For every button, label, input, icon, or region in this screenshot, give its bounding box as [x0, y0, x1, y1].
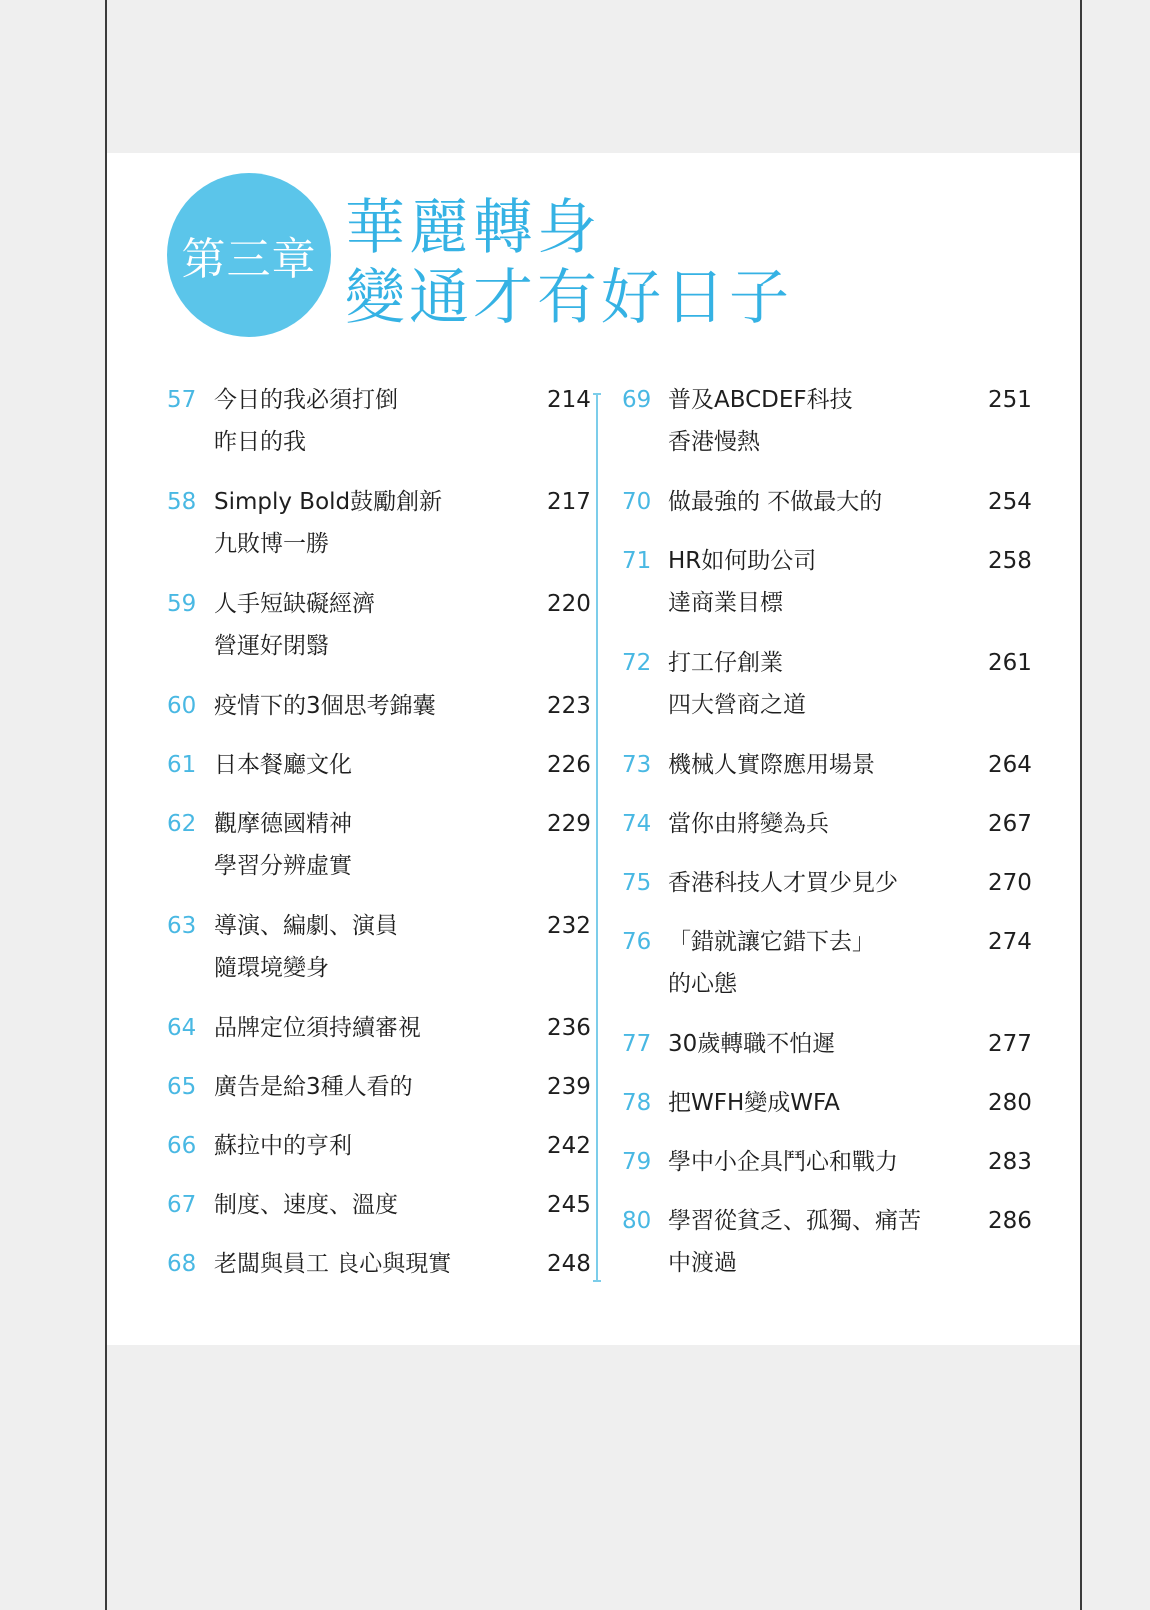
- entry-page-number: 251: [988, 387, 1032, 413]
- entry-title-line1: 蘇拉中的亨利: [214, 1133, 352, 1159]
- entry-title: [668, 379, 853, 463]
- entry-number: 63: [167, 913, 197, 939]
- toc-entry[interactable]: [622, 744, 1085, 803]
- entry-title-line1: 當你由將變為兵: [668, 811, 829, 837]
- entry-title: [214, 1066, 413, 1108]
- entry-title-line1: 機械人實際應用場景: [668, 752, 875, 778]
- entry-title: [214, 481, 442, 565]
- entry-title: [668, 1200, 921, 1284]
- entry-title-line1: 30歲轉職不怕遲: [668, 1031, 836, 1057]
- entry-title-line1: Simply Bold鼓勵創新: [214, 489, 443, 515]
- entry-title: [214, 685, 436, 727]
- entry-page-number: 258: [988, 548, 1032, 574]
- entry-title-line1: 「錯就讓它錯下去」: [668, 929, 875, 955]
- toc-entry[interactable]: [622, 1141, 1085, 1200]
- entry-page-number: 232: [547, 913, 591, 939]
- entry-title-line1: 做最強的 不做最大的: [668, 489, 883, 515]
- entry-number: 66: [167, 1133, 197, 1159]
- toc-entry[interactable]: [622, 862, 1085, 921]
- entry-title-line1: 香港科技人才買少見少: [668, 870, 898, 896]
- entry-title: [668, 1082, 840, 1124]
- entry-number: 77: [622, 1031, 652, 1057]
- entry-title: [668, 1023, 835, 1065]
- entry-page-number: 277: [988, 1031, 1032, 1057]
- toc-entry[interactable]: [167, 803, 627, 905]
- toc-entry[interactable]: [622, 481, 1085, 540]
- entry-title: [214, 803, 352, 887]
- entry-title-line2: 達商業目標: [668, 590, 783, 616]
- toc-entry[interactable]: [167, 685, 627, 744]
- entry-title: [668, 642, 806, 726]
- entry-page-number: 242: [547, 1133, 591, 1159]
- entry-title-line1: 學習從貧乏、孤獨、痛苦: [668, 1208, 921, 1234]
- entry-page-number: 248: [547, 1251, 591, 1277]
- entry-title-line2: 學習分辨虛實: [214, 853, 352, 879]
- entry-title-line1: 人手短缺礙經濟: [214, 591, 375, 617]
- entry-page-number: 220: [547, 591, 591, 617]
- entry-title: [214, 379, 398, 463]
- entry-title: [214, 1184, 398, 1226]
- entry-title-line1: 日本餐廳文化: [214, 752, 352, 778]
- entry-title: [668, 803, 829, 845]
- entry-title-line2: 四大營商之道: [668, 692, 806, 718]
- entry-title: [668, 540, 816, 624]
- entry-number: 58: [167, 489, 197, 515]
- entry-number: 69: [622, 387, 652, 413]
- toc-entry[interactable]: [167, 1125, 627, 1184]
- entry-page-number: 223: [547, 693, 591, 719]
- entry-number: 80: [622, 1208, 652, 1234]
- toc-entry[interactable]: [622, 379, 1085, 481]
- entry-number: 59: [167, 591, 197, 617]
- entry-page-number: 229: [547, 811, 591, 837]
- chapter-badge: 第三章: [167, 173, 331, 337]
- toc-entry[interactable]: [622, 1082, 1085, 1141]
- entry-title: [668, 862, 898, 904]
- entry-page-number: 254: [988, 489, 1032, 515]
- toc-entry[interactable]: [167, 1243, 627, 1302]
- toc-right-column: [622, 379, 1085, 1302]
- toc-panel: [107, 153, 1080, 1345]
- entry-title-line2: 昨日的我: [214, 429, 306, 455]
- toc-entry[interactable]: [167, 379, 627, 481]
- toc-entry[interactable]: [622, 1200, 1085, 1302]
- entry-title: [668, 481, 882, 523]
- chapter-title-line2: 變通才有好日子: [345, 263, 793, 333]
- toc-entry[interactable]: [167, 744, 627, 803]
- entry-page-number: 286: [988, 1208, 1032, 1234]
- entry-title-line2: 營運好閉翳: [214, 633, 329, 659]
- entry-page-number: 267: [988, 811, 1032, 837]
- entry-title-line1: 普及ABCDEF科技: [668, 387, 853, 413]
- entry-page-number: 283: [988, 1149, 1032, 1175]
- toc-entry[interactable]: [167, 905, 627, 1007]
- toc-entry[interactable]: [622, 921, 1085, 1023]
- entry-title-line2: 隨環境變身: [214, 955, 329, 981]
- entry-title: [214, 583, 375, 667]
- toc-entry[interactable]: [167, 1007, 627, 1066]
- entry-title: [668, 921, 875, 1005]
- entry-page-number: 214: [547, 387, 591, 413]
- column-divider: [596, 393, 598, 1282]
- toc-entry[interactable]: [622, 1023, 1085, 1082]
- entry-number: 79: [622, 1149, 652, 1175]
- entry-title-line1: 制度、速度、溫度: [214, 1192, 398, 1218]
- entry-number: 70: [622, 489, 652, 515]
- entry-number: 78: [622, 1090, 652, 1116]
- entry-title: [214, 905, 398, 989]
- entry-number: 57: [167, 387, 197, 413]
- entry-number: 64: [167, 1015, 197, 1041]
- entry-title-line1: 學中小企具鬥心和戰力: [668, 1149, 898, 1175]
- entry-title-line1: 廣告是給3種人看的: [214, 1074, 413, 1100]
- entry-page-number: 236: [547, 1015, 591, 1041]
- entry-number: 60: [167, 693, 197, 719]
- entry-number: 71: [622, 548, 652, 574]
- entry-number: 65: [167, 1074, 197, 1100]
- entry-title-line1: 觀摩德國精神: [214, 811, 352, 837]
- entry-number: 73: [622, 752, 652, 778]
- toc-entry[interactable]: [622, 803, 1085, 862]
- entry-title: [668, 1141, 898, 1183]
- entry-title: [214, 1243, 451, 1285]
- entry-page-number: 217: [547, 489, 591, 515]
- toc-entry[interactable]: [622, 540, 1085, 642]
- chapter-title-line1: 華麗轉身: [345, 193, 601, 263]
- entry-number: 61: [167, 752, 197, 778]
- toc-entry[interactable]: [167, 1184, 627, 1243]
- entry-title-line1: 導演、編劇、演員: [214, 913, 398, 939]
- entry-title: [214, 744, 352, 786]
- entry-title-line1: HR如何助公司: [668, 548, 817, 574]
- entry-page-number: 239: [547, 1074, 591, 1100]
- entry-title-line2: 香港慢熱: [668, 429, 760, 455]
- entry-number: 62: [167, 811, 197, 837]
- entry-number: 67: [167, 1192, 197, 1218]
- entry-number: 72: [622, 650, 652, 676]
- entry-page-number: 226: [547, 752, 591, 778]
- entry-number: 75: [622, 870, 652, 896]
- entry-title: [214, 1007, 421, 1049]
- entry-title: [668, 744, 875, 786]
- toc-entry[interactable]: [622, 642, 1085, 744]
- entry-title-line1: 品牌定位須持續審視: [214, 1015, 421, 1041]
- entry-title-line2: 中渡過: [668, 1250, 737, 1276]
- entry-title-line2: 九敗博一勝: [214, 531, 329, 557]
- toc-entry[interactable]: [167, 583, 627, 685]
- entry-title-line2: 的心態: [668, 971, 737, 997]
- toc-entry[interactable]: [167, 1066, 627, 1125]
- entry-number: 68: [167, 1251, 197, 1277]
- chapter-title: [345, 193, 793, 333]
- entry-title-line1: 把WFH變成WFA: [668, 1090, 840, 1116]
- toc-left-column: [167, 379, 627, 1302]
- entry-page-number: 270: [988, 870, 1032, 896]
- entry-page-number: 264: [988, 752, 1032, 778]
- toc-entry[interactable]: [167, 481, 627, 583]
- entry-number: 76: [622, 929, 652, 955]
- entry-page-number: 280: [988, 1090, 1032, 1116]
- entry-title-line1: 老闆與員工 良心與現實: [214, 1251, 452, 1277]
- entry-page-number: 261: [988, 650, 1032, 676]
- entry-page-number: 274: [988, 929, 1032, 955]
- entry-page-number: 245: [547, 1192, 591, 1218]
- entry-title-line1: 疫情下的3個思考錦囊: [214, 693, 436, 719]
- entry-title: [214, 1125, 352, 1167]
- entry-title-line1: 今日的我必須打倒: [214, 387, 398, 413]
- entry-number: 74: [622, 811, 652, 837]
- entry-title-line1: 打工仔創業: [668, 650, 783, 676]
